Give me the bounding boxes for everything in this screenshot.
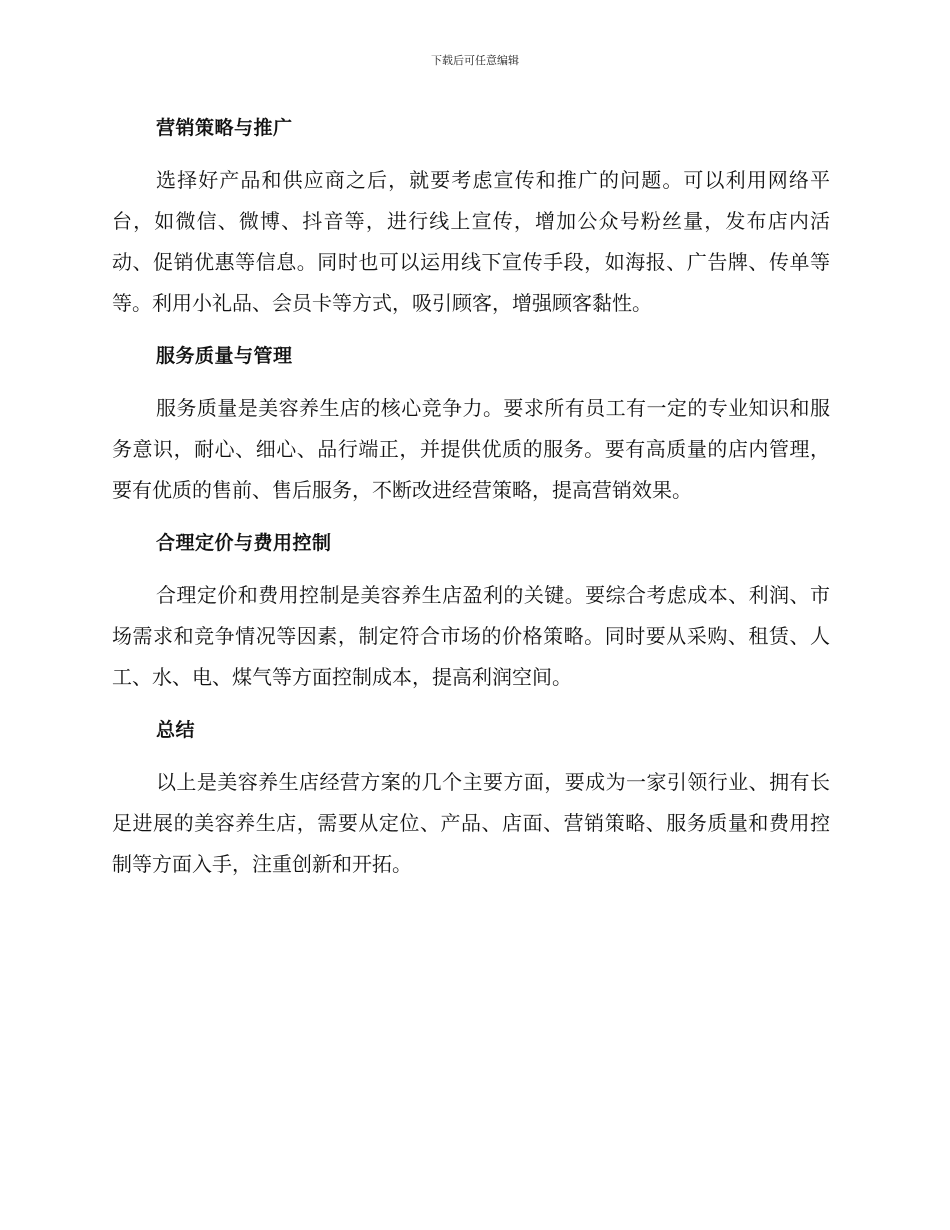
section-summary xyxy=(112,710,830,885)
section-paragraph: 合理定价和费用控制是美容养生店盈利的关键。要综合考虑成本、利润、市场需求和竞争情况等因素，制定符合市场的价格策略。同时要从采购、租赁、人工、水、电、煤气等方面控制成本，提高利润空间。 xyxy=(112,583,830,689)
section-heading: 总结 xyxy=(156,719,196,741)
section-service xyxy=(112,336,830,511)
section-paragraph: 以上是美容养生店经营方案的几个主要方面，要成为一家引领行业、拥有长足进展的美容养生店，需要从定位、产品、店面、营销策略、服务质量和费用控制等方面入手，注重创新和开拓。 xyxy=(112,770,830,876)
section-pricing xyxy=(112,523,830,698)
section-paragraph: 服务质量是美容养生店的核心竞争力。要求所有员工有一定的专业知识和服务意识，耐心、细心、品行端正，并提供优质的服务。要有高质量的店内管理，要有优质的售前、售后服务，不断改进经营策略，提高营销效果。 xyxy=(112,396,830,502)
section-heading: 合理定价与费用控制 xyxy=(156,532,332,554)
section-marketing xyxy=(112,108,830,324)
document-body xyxy=(112,108,830,897)
section-heading: 服务质量与管理 xyxy=(156,345,293,367)
page-header: 下载后可任意编辑 xyxy=(431,54,519,67)
section-paragraph: 选择好产品和供应商之后，就要考虑宣传和推广的问题。可以利用网络平台，如微信、微博、抖音等，进行线上宣传，增加公众号粉丝量，发布店内活动、促销优惠等信息。同时也可以运用线下宣传手段，如海报、广告牌、传单等等。利用小礼品、会员卡等方式，吸引顾客，增强顾客黏性。 xyxy=(112,168,830,315)
section-heading: 营销策略与推广 xyxy=(156,117,293,139)
